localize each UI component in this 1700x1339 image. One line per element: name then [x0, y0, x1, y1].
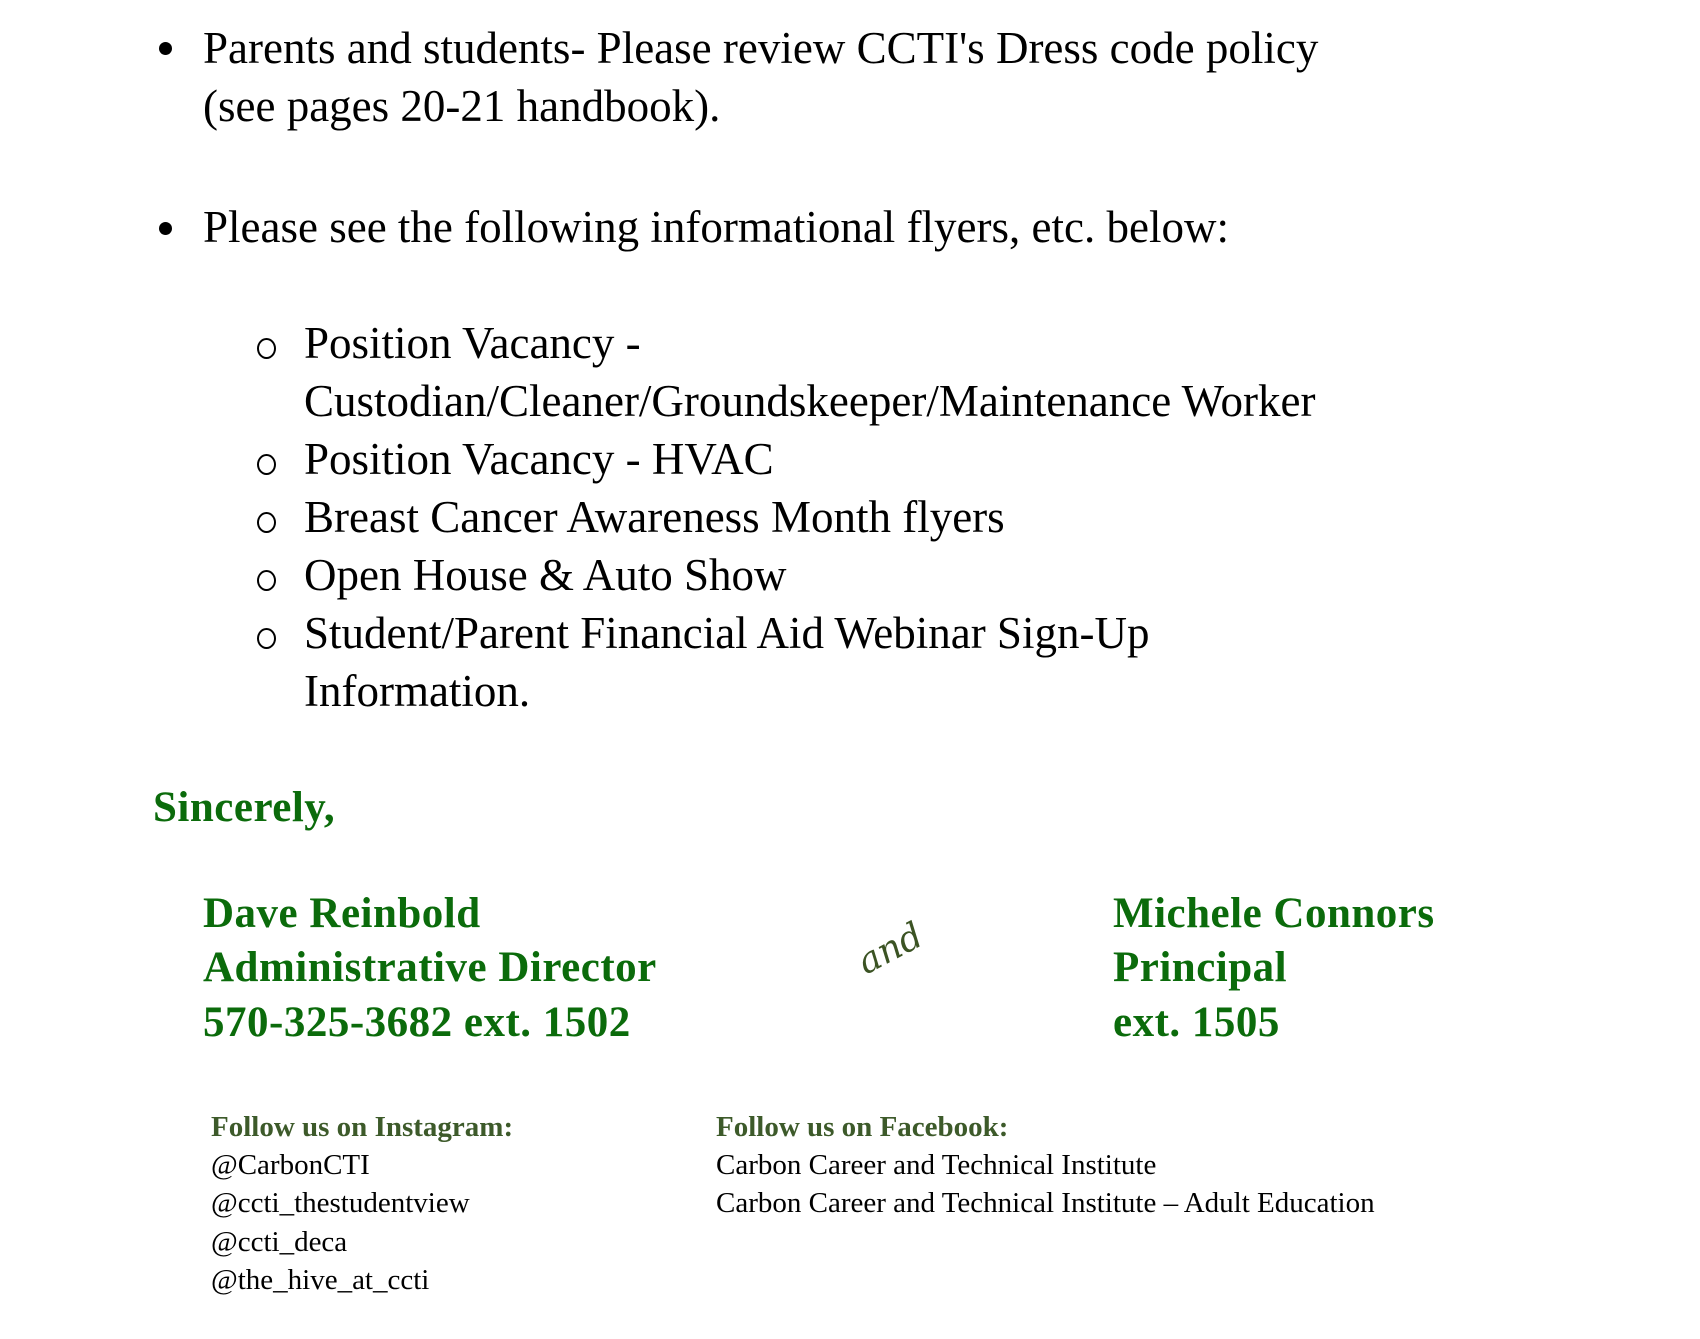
- closing-salutation: Sincerely,: [153, 784, 336, 831]
- instagram-handle: @the_hive_at_ccti: [211, 1264, 430, 1296]
- bullet-dot-icon: [159, 222, 172, 235]
- signatory-phone: ext. 1505: [1113, 999, 1280, 1046]
- bullet-dot-icon: [159, 42, 172, 55]
- circle-bullet-icon: [257, 628, 276, 649]
- signatory-name: Michele Connors: [1113, 890, 1435, 937]
- signatory-title: Administrative Director: [203, 944, 657, 991]
- flyer-text-line: Position Vacancy -: [304, 318, 641, 368]
- bullet-text-line: Parents and students- Please review CCTI's Dress code policy: [203, 23, 1319, 73]
- signatory-name: Dave Reinbold: [203, 890, 481, 937]
- signature-joiner: and: [850, 915, 930, 983]
- flyer-text-line: Student/Parent Financial Aid Webinar Sign-Up: [304, 608, 1150, 658]
- circle-bullet-icon: [257, 512, 276, 533]
- instagram-handle: @CarbonCTI: [211, 1149, 370, 1181]
- facebook-page: Carbon Career and Technical Institute – Adult Education: [716, 1187, 1375, 1219]
- flyer-text-line: Breast Cancer Awareness Month flyers: [304, 492, 1005, 542]
- signatory-phone: 570-325-3682 ext. 1502: [203, 999, 631, 1046]
- bullet-text-line: Please see the following informational flyers, etc. below:: [203, 202, 1229, 252]
- flyer-text-line: Position Vacancy - HVAC: [304, 434, 774, 484]
- flyer-text-line: Custodian/Cleaner/Groundskeeper/Maintenance Worker: [304, 376, 1316, 426]
- facebook-heading: Follow us on Facebook:: [716, 1111, 1009, 1143]
- circle-bullet-icon: [257, 338, 276, 359]
- instagram-handle: @ccti_deca: [211, 1226, 348, 1258]
- circle-bullet-icon: [257, 454, 276, 475]
- flyer-text-line: Open House & Auto Show: [304, 550, 787, 600]
- flyer-text-line: Information.: [304, 666, 531, 716]
- bullet-text-line: (see pages 20-21 handbook).: [203, 81, 721, 131]
- facebook-page: Carbon Career and Technical Institute: [716, 1149, 1157, 1181]
- circle-bullet-icon: [257, 570, 276, 591]
- signatory-title: Principal: [1113, 944, 1288, 991]
- instagram-heading: Follow us on Instagram:: [211, 1111, 514, 1143]
- instagram-handle: @ccti_thestudentview: [211, 1187, 470, 1219]
